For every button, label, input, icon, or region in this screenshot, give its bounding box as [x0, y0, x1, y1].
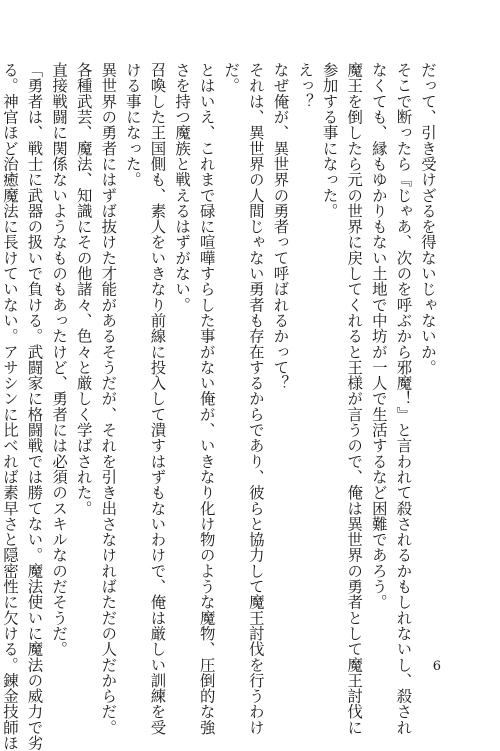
text-line: それは、異世界の人間じゃない勇者も存在するからであり、彼らと協力して魔王討伐を行うわけ	[246, 62, 265, 735]
text-line: 「勇者は、戦士に武器の扱いで負ける。武闘家に格闘戦では勝てない。魔法使いに魔法の威力で劣	[25, 62, 44, 751]
text-line: だ。	[222, 62, 241, 94]
text-line: とはいえ、これまで碌に喧嘩すらした事がない俺が、いきなり化け物のような魔物、圧倒的な強	[197, 62, 216, 735]
text-line: 参加する事になった。	[320, 62, 339, 219]
text-line: る。神官ほど治癒魔法に長けていない。アサシンに比べれば素早さと隠密性に欠ける。錬金技師ほ	[0, 62, 19, 751]
text-line: なぜ俺が、異世界の勇者って呼ばれるかって？	[271, 62, 290, 391]
page-number: 6	[432, 659, 441, 674]
text-line: 各種武芸、魔法、知識にその他諸々、色々と厳しく学ばされた。	[74, 62, 93, 516]
text-line: さを持つ魔族と戦えるはずがない。	[173, 62, 192, 313]
text-line: 魔王を倒したら元の世界に戻してくれると王様が言うので、俺は異世界の勇者として魔王討伐に	[345, 62, 364, 735]
vertical-text-block	[0, 62, 440, 751]
text-line: そこで断ったら『じゃあ、次のを呼ぶから邪魔！』と言われて殺されるかもしれないし、殺され	[394, 62, 413, 735]
text-line: なくても、縁もゆかりもない土地で中坊が一人で生活するなど困難であろう。	[369, 62, 388, 610]
text-line: 直接戦闘に関係ないようなものもあったけど、勇者には必須のスキルなのだそうだ。	[50, 62, 69, 657]
text-line: だって、引き受けざるを得ないじゃないか。	[419, 62, 437, 375]
text-line: えっ？	[296, 62, 315, 109]
text-line: 異世界の勇者にはずば抜けた才能があるそうだが、それを引き出さなければただの人だからだ。	[99, 62, 118, 735]
text-line: 召喚した王国側も、素人をいきなり前線に投入して潰すはずもないわけで、俺は厳しい訓練を受	[148, 62, 167, 735]
text-line: ける事になった。	[123, 62, 142, 188]
